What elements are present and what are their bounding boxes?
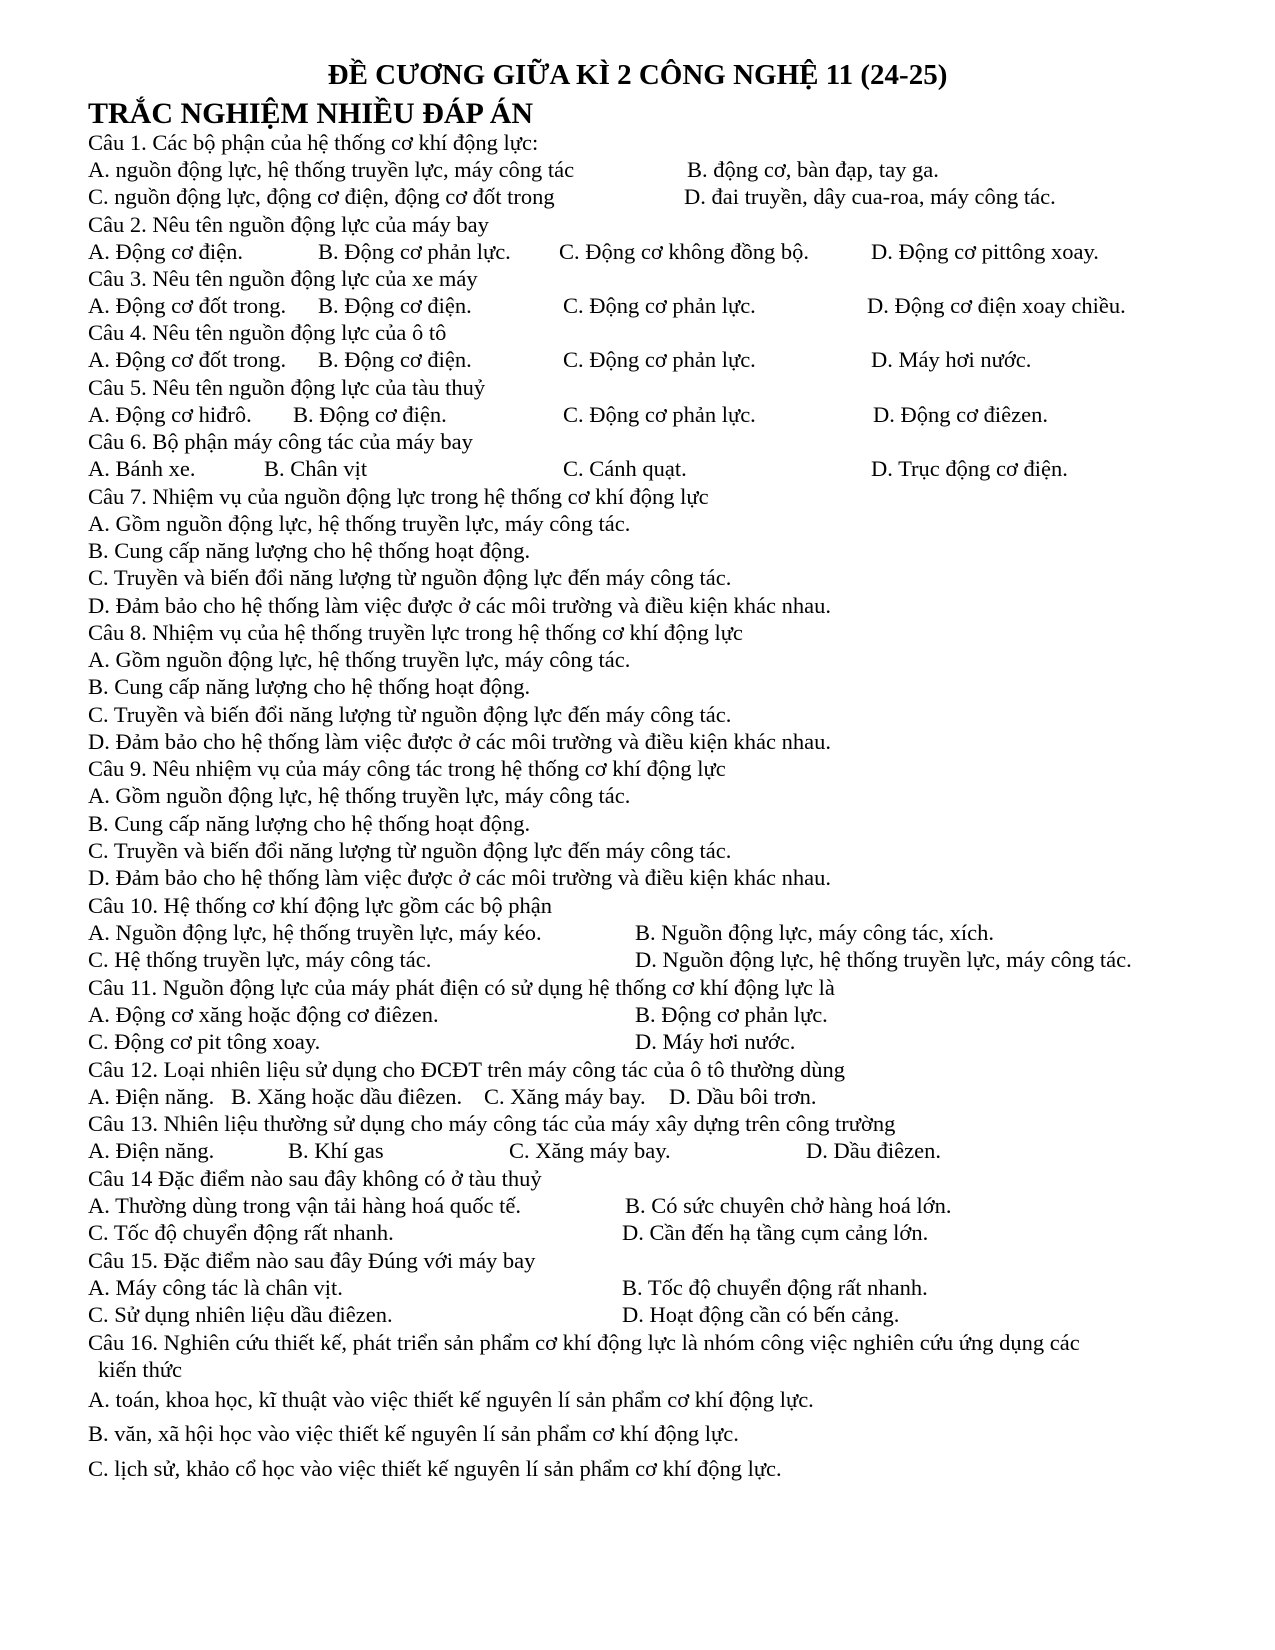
question-11: Câu 11. Nguồn động lực của máy phát điện có sử dụng hệ thống cơ khí động lực là [88, 975, 835, 1000]
option-7b: B. Cung cấp năng lượng cho hệ thống hoạt động. [88, 538, 531, 563]
option-5c: C. Động cơ phản lực. [563, 402, 756, 427]
option-14d: D. Cần đến hạ tầng cụm cảng lớn. [622, 1220, 929, 1245]
question-3: Câu 3. Nêu tên nguồn động lực của xe máy [88, 266, 478, 291]
question-13: Câu 13. Nhiên liệu thường sử dụng cho máy công tác của máy xây dựng trên công trường [88, 1111, 896, 1136]
question-9: Câu 9. Nêu nhiệm vụ của máy công tác trong hệ thống cơ khí động lực [88, 756, 726, 781]
option-11c: C. Động cơ pit tông xoay. [88, 1029, 321, 1054]
question-12: Câu 12. Loại nhiên liệu sử dụng cho ĐCĐT trên máy công tác của ô tô thường dùng [88, 1057, 845, 1082]
option-3d: D. Động cơ điện xoay chiều. [867, 293, 1126, 318]
question-6: Câu 6. Bộ phận máy công tác của máy bay [88, 429, 473, 454]
option-15b: B. Tốc độ chuyển động rất nhanh. [622, 1275, 928, 1300]
option-3a: A. Động cơ đốt trong. [88, 293, 287, 318]
option-2d: D. Động cơ pittông xoay. [871, 239, 1099, 264]
option-14a: A. Thường dùng trong vận tải hàng hoá quốc tế. [88, 1193, 521, 1218]
option-6a: A. Bánh xe. [88, 456, 196, 481]
option-12d: D. Dầu bôi trơn. [669, 1084, 817, 1109]
option-12a: A. Điện năng. [88, 1084, 215, 1109]
option-14b: B. Có sức chuyên chở hàng hoá lớn. [625, 1193, 952, 1218]
option-8a: A. Gồm nguồn động lực, hệ thống truyền lực, máy công tác. [88, 647, 631, 672]
option-7d: D. Đảm bảo cho hệ thống làm việc được ở các môi trường và điều kiện khác nhau. [88, 593, 831, 618]
option-4d: D. Máy hơi nước. [871, 347, 1032, 372]
option-10b: B. Nguồn động lực, máy công tác, xích. [635, 920, 995, 945]
option-5a: A. Động cơ hiđrô. [88, 402, 252, 427]
question-7: Câu 7. Nhiệm vụ của nguồn động lực trong hệ thống cơ khí động lực [88, 484, 709, 509]
option-16b: B. văn, xã hội học vào việc thiết kế nguyên lí sản phẩm cơ khí động lực. [88, 1421, 739, 1446]
option-9a: A. Gồm nguồn động lực, hệ thống truyền lực, máy công tác. [88, 783, 631, 808]
option-8b: B. Cung cấp năng lượng cho hệ thống hoạt động. [88, 674, 531, 699]
question-2: Câu 2. Nêu tên nguồn động lực của máy bay [88, 212, 489, 237]
document-title: ĐỀ CƯƠNG GIỮA KÌ 2 CÔNG NGHỆ 11 (24-25) [327, 59, 948, 91]
option-1b: B. động cơ, bàn đạp, tay ga. [687, 157, 939, 182]
option-5b: B. Động cơ điện. [293, 402, 447, 427]
question-8: Câu 8. Nhiệm vụ của hệ thống truyền lực trong hệ thống cơ khí động lực [88, 620, 743, 645]
option-10a: A. Nguồn động lực, hệ thống truyền lực, máy kéo. [88, 920, 542, 945]
option-3c: C. Động cơ phản lực. [563, 293, 756, 318]
option-11d: D. Máy hơi nước. [635, 1029, 796, 1054]
option-12b: B. Xăng hoặc dầu điêzen. [231, 1084, 463, 1109]
option-13b: B. Khí gas [288, 1138, 384, 1163]
option-1a: A. nguồn động lực, hệ thống truyền lực, máy công tác [88, 157, 575, 182]
question-14: Câu 14 Đặc điểm nào sau đây không có ở tàu thuỷ [88, 1166, 542, 1191]
question-16: Câu 16. Nghiên cứu thiết kế, phát triển sản phẩm cơ khí động lực là nhóm công việc nghiên cứu ứng dụng các [88, 1330, 1080, 1355]
option-15d: D. Hoạt động cần có bến cảng. [622, 1302, 900, 1327]
option-5d: D. Động cơ điêzen. [873, 402, 1048, 427]
option-15c: C. Sử dụng nhiên liệu dầu điêzen. [88, 1302, 393, 1327]
question-4: Câu 4. Nêu tên nguồn động lực của ô tô [88, 320, 447, 345]
option-14c: C. Tốc độ chuyển động rất nhanh. [88, 1220, 394, 1245]
option-2b: B. Động cơ phản lực. [318, 239, 511, 264]
option-9b: B. Cung cấp năng lượng cho hệ thống hoạt động. [88, 811, 531, 836]
option-2a: A. Động cơ điện. [88, 239, 243, 264]
option-6c: C. Cánh quạt. [563, 456, 687, 481]
option-16c: C. lịch sử, khảo cổ học vào việc thiết kế nguyên lí sản phẩm cơ khí động lực. [88, 1456, 782, 1481]
option-1c: C. nguồn động lực, động cơ điện, động cơ đốt trong [88, 184, 555, 209]
option-13a: A. Điện năng. [88, 1138, 215, 1163]
section-heading: TRẮC NGHIỆM NHIỀU ĐÁP ÁN [88, 97, 534, 130]
question-10: Câu 10. Hệ thống cơ khí động lực gồm các bộ phận [88, 893, 552, 918]
option-11a: A. Động cơ xăng hoặc động cơ điêzen. [88, 1002, 439, 1027]
option-7a: A. Gồm nguồn động lực, hệ thống truyền lực, máy công tác. [88, 511, 631, 536]
option-8d: D. Đảm bảo cho hệ thống làm việc được ở các môi trường và điều kiện khác nhau. [88, 729, 831, 754]
option-10d: D. Nguồn động lực, hệ thống truyền lực, máy công tác. [635, 947, 1132, 972]
option-13c: C. Xăng máy bay. [509, 1138, 671, 1163]
question-1: Câu 1. Các bộ phận của hệ thống cơ khí động lực: [88, 130, 539, 155]
option-3b: B. Động cơ điện. [318, 293, 472, 318]
option-4c: C. Động cơ phản lực. [563, 347, 756, 372]
option-9d: D. Đảm bảo cho hệ thống làm việc được ở các môi trường và điều kiện khác nhau. [88, 865, 831, 890]
option-7c: C. Truyền và biến đổi năng lượng từ nguồn động lực đến máy công tác. [88, 565, 732, 590]
option-16a: A. toán, khoa học, kĩ thuật vào việc thiết kế nguyên lí sản phẩm cơ khí động lực. [88, 1387, 814, 1412]
question-5: Câu 5. Nêu tên nguồn động lực của tàu thuỷ [88, 375, 486, 400]
option-2c: C. Động cơ không đồng bộ. [559, 239, 810, 264]
option-11b: B. Động cơ phản lực. [635, 1002, 828, 1027]
option-13d: D. Dầu điêzen. [806, 1138, 941, 1163]
option-4b: B. Động cơ điện. [318, 347, 472, 372]
question-16-continued: kiến thức [98, 1357, 183, 1382]
option-1d: D. đai truyền, dây cua-roa, máy công tác. [684, 184, 1056, 209]
option-9c: C. Truyền và biến đổi năng lượng từ nguồn động lực đến máy công tác. [88, 838, 732, 863]
option-12c: C. Xăng máy bay. [484, 1084, 646, 1109]
question-15: Câu 15. Đặc điểm nào sau đây Đúng với máy bay [88, 1248, 536, 1273]
option-4a: A. Động cơ đốt trong. [88, 347, 287, 372]
option-6d: D. Trục động cơ điện. [871, 456, 1068, 481]
option-8c: C. Truyền và biến đổi năng lượng từ nguồn động lực đến máy công tác. [88, 702, 732, 727]
option-15a: A. Máy công tác là chân vịt. [88, 1275, 343, 1300]
option-10c: C. Hệ thống truyền lực, máy công tác. [88, 947, 432, 972]
option-6b: B. Chân vịt [264, 456, 368, 481]
